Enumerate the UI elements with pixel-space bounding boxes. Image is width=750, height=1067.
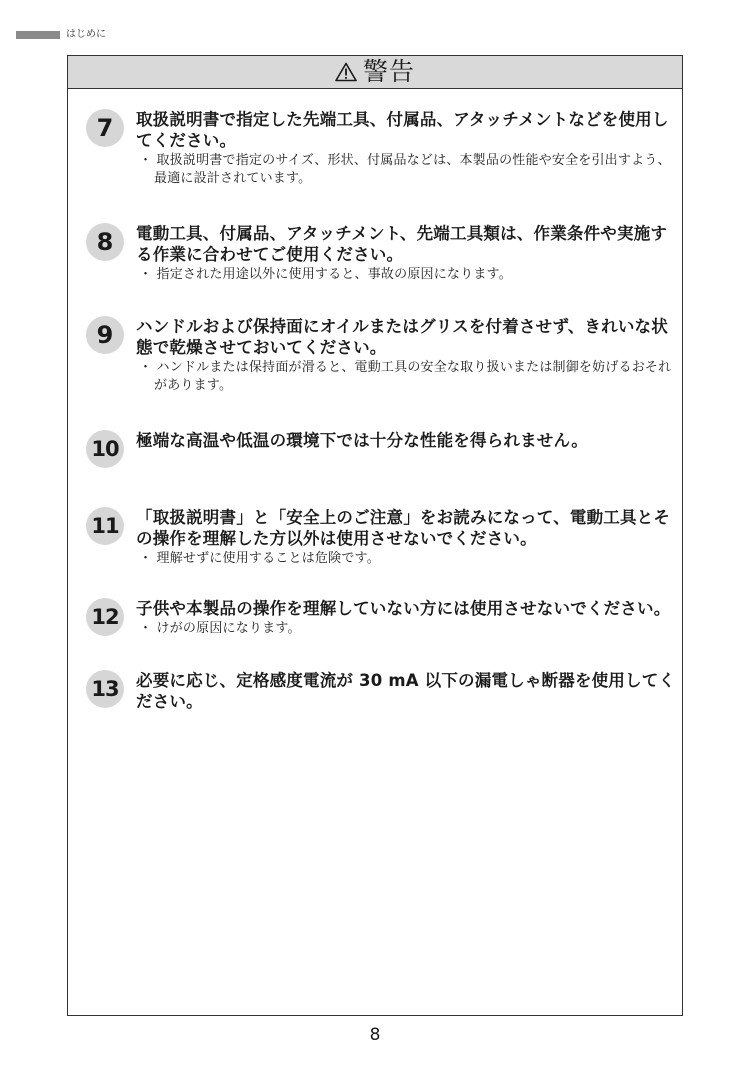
item-body [136,507,678,568]
item-main-text: 必要に応じ、定格感度電流が 30 mA 以下の漏電しゃ断器を使用してください。 [136,671,676,711]
item-body [136,316,678,395]
warning-header [68,56,682,89]
section-label: はじめに [66,28,106,40]
section-bar [16,31,60,39]
item-number: 9 [86,316,124,354]
item-sub-text: ・ 取扱説明書で指定のサイズ、形状、付属品などは、本製品の性能や安全を引出すよう、最適に設計されています。 [139,153,671,186]
item-sub-text: ・ 理解せずに使用することは危険です。 [139,551,380,566]
item-main-text: 子供や本製品の操作を理解していない方には使用させないでください。 [136,599,671,618]
item-main-text: ハンドルおよび保持面にオイルまたはグリスを付着させず、きれいな状態で乾燥させておいてください。 [136,317,668,357]
item-main-text: 「取扱説明書」と「安全上のご注意」をお読みになって、電動工具とその操作を理解した方以外は使用させないでください。 [136,508,671,548]
item-number: 10 [86,430,124,468]
item-number: 12 [86,598,124,636]
item-body [136,430,678,451]
item-sub-text: ・ ハンドルまたは保持面が滑ると、電動工具の安全な取り扱いまたは制御を妨げるおそれがあります。 [139,360,672,393]
item-body [136,223,678,284]
item-number: 8 [86,223,124,261]
item-main-text: 取扱説明書で指定した先端工具、付属品、アタッチメントなどを使用してください。 [136,110,669,150]
item-main-text: 極端な高温や低温の環境下では十分な性能を得られません。 [136,431,588,450]
item-body [136,109,678,188]
item-body [136,598,678,638]
item-number: 11 [86,507,124,545]
item-sub-text: ・ 指定された用途以外に使用すると、事故の原因になります。 [139,267,512,282]
section-tab [16,30,106,39]
page-number: 8 [369,1025,381,1045]
item-main-text: 電動工具、付属品、アタッチメント、先端工具類は、作業条件や実施する作業に合わせてご使用ください。 [136,224,668,264]
item-number: 13 [86,670,124,708]
warning-title: 警告 [362,57,415,86]
warning-triangle-icon [335,62,357,82]
item-number: 7 [86,109,124,147]
warning-box [67,55,683,1016]
item-sub-text: ・ けがの原因になります。 [139,621,301,636]
item-body [136,670,678,712]
